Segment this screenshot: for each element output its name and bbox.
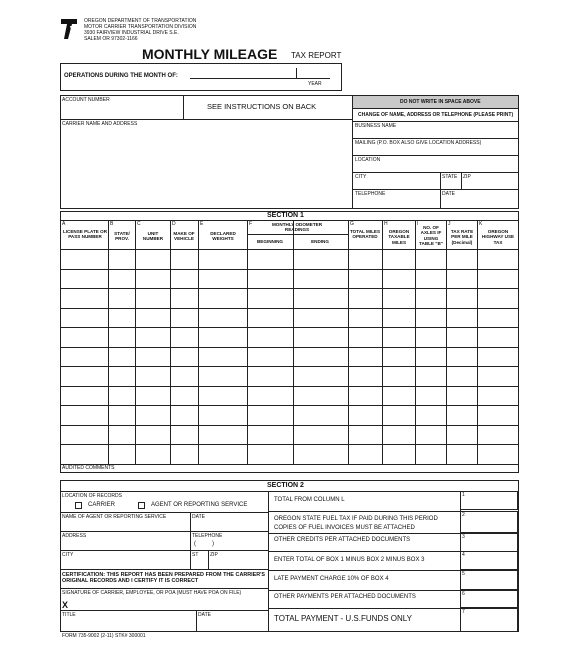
table-cell[interactable] [136,426,169,444]
table-cell[interactable] [199,309,246,327]
col-header-state: STATE/ PROV. [114,231,130,242]
table-cell[interactable] [416,387,445,405]
signature-label: SIGNATURE OF CARRIER, EMPLOYEE, OR POA (MUST HAVE POA ON FILE) [62,590,242,596]
table-cell[interactable] [447,367,476,385]
table-cell[interactable] [478,426,518,444]
table-cell[interactable] [136,328,169,346]
column-letter: G [350,221,354,227]
table-cell[interactable] [248,445,292,463]
table-cell[interactable] [171,270,197,288]
table-cell[interactable] [171,250,197,268]
col-header-weights: DECLARED WEIGHTS [210,231,236,242]
date-label: DATE [442,191,455,197]
agent-name-label: NAME OF AGENT OR REPORTING SERVICE [62,514,167,520]
table-cell[interactable] [416,309,445,327]
table-cell[interactable] [294,289,347,307]
agent-telephone-label: TELEPHONE [192,533,223,539]
table-cell[interactable] [349,387,381,405]
table-cell[interactable] [349,367,381,385]
table-cell[interactable] [478,270,518,288]
carrier-name-label: CARRIER NAME AND ADDRESS [62,121,138,127]
table-cell[interactable] [294,328,347,346]
table-cell[interactable] [109,445,134,463]
table-cell[interactable] [294,387,347,405]
business-name-input[interactable] [354,129,517,137]
total-box-6[interactable] [460,590,518,608]
total-row-7: TOTAL PAYMENT - U.S.FUNDS ONLY [274,614,412,623]
odometer-ending: ENDING [311,239,329,244]
table-cell[interactable] [109,328,134,346]
total-row-3: OTHER CREDITS PER ATTACHED DOCUMENTS [274,537,411,543]
title-label: TITLE [62,612,76,618]
table-cell[interactable] [248,367,292,385]
table-cell[interactable] [416,367,445,385]
col-header-odometer: MONTHLY ODOMETER READINGS [271,222,323,233]
table-cell[interactable] [199,348,246,366]
column-letter: H [384,221,388,227]
agent-date-label: DATE [192,514,205,520]
box-number-3: 3 [462,534,465,540]
table-cell[interactable] [248,270,292,288]
signature-input[interactable] [72,598,266,608]
section1-title: SECTION 1 [267,212,304,219]
table-cell[interactable] [199,328,246,346]
table-cell[interactable] [416,426,445,444]
table-cell[interactable] [199,289,246,307]
signature-mark: X [62,600,69,610]
table-cell[interactable] [61,426,107,444]
change-label: CHANGE OF NAME, ADDRESS OR TELEPHONE (PLEASE PRINT) [358,112,514,118]
total-box-7[interactable] [460,608,518,632]
col-header-make: MAKE OF VEHICLE [173,231,195,242]
table-cell[interactable] [109,270,134,288]
table-cell[interactable] [199,387,246,405]
table-cell[interactable] [109,289,134,307]
total-row-1: TOTAL FROM COLUMN L [274,497,345,503]
mailing-input[interactable] [354,146,517,154]
table-cell[interactable] [383,270,414,288]
table-cell[interactable] [349,250,381,268]
col-header-total-miles: TOTAL MILES OPERATED [349,229,381,240]
agent-checkbox[interactable] [138,502,145,509]
account-number-label: ACCOUNT NUMBER [62,97,110,103]
table-cell[interactable] [136,406,169,424]
table-cell[interactable] [294,270,347,288]
table-cell[interactable] [294,367,347,385]
zip-label: ZIP [463,174,471,180]
col-header-unit: UNIT NUMBER [142,231,164,242]
column-letter: B [110,221,114,227]
table-cell[interactable] [136,289,169,307]
table-cell[interactable] [349,406,381,424]
table-cell[interactable] [383,250,414,268]
carrier-checkbox[interactable] [75,502,82,509]
table-cell[interactable] [349,328,381,346]
col-header-license: LICENSE PLATE OR PASS NUMBER [62,229,108,240]
operations-label: OPERATIONS DURING THE MONTH OF: [64,73,178,79]
table-cell[interactable] [171,348,197,366]
table-cell[interactable] [171,328,197,346]
agency-line-4: SALEM OR 97302-1166 [84,36,138,42]
table-cell[interactable] [416,270,445,288]
table-cell[interactable] [199,406,246,424]
table-cell[interactable] [383,367,414,385]
agency-line-1: OREGON DEPARTMENT OF TRANSPORTATION [84,18,197,24]
table-cell[interactable] [447,406,476,424]
account-number-input[interactable] [62,103,181,117]
table-cell[interactable] [416,328,445,346]
table-cell[interactable] [61,328,107,346]
table-cell[interactable] [383,406,414,424]
page-title: MONTHLY MILEAGE [142,46,278,62]
certification-text: CERTIFICATION: THIS REPORT HAS BEEN PREPARED FROM THE CARRIER'S ORIGINAL RECORDS AND I CERTIFY IT IS CORRECT [62,572,265,585]
table-cell[interactable] [416,348,445,366]
table-cell[interactable] [61,406,107,424]
odometer-divider [247,234,348,235]
form-number: FORM 735-9002 (2-11) STK# 300001 [62,633,146,639]
table-cell[interactable] [478,348,518,366]
agent-option-label: AGENT OR REPORTING SERVICE [151,502,248,508]
carrier-option-label: CARRIER [88,502,116,508]
total-box-1[interactable] [460,491,518,510]
table-cell[interactable] [383,348,414,366]
table-cell[interactable] [136,309,169,327]
total-row-4: ENTER TOTAL OF BOX 1 MINUS BOX 2 MINUS BOX 3 [274,557,425,563]
table-cell[interactable] [171,367,197,385]
table-cell[interactable] [61,445,107,463]
column-letter: A [62,221,66,227]
table-cell[interactable] [136,445,169,463]
table-cell[interactable] [294,445,347,463]
box-number-6: 6 [462,591,465,597]
column-letter: C [137,221,141,227]
table-cell[interactable] [109,387,134,405]
table-cell[interactable] [199,270,246,288]
table-cell[interactable] [294,250,347,268]
box-number-1: 1 [462,492,465,498]
table-cell[interactable] [383,426,414,444]
area-code-paren-open: ( [194,541,196,547]
month-input[interactable] [190,68,294,78]
column-letter: D [172,221,176,227]
column-letter: F [249,221,253,227]
agency-line-3: 3930 FAIRVIEW INDUSTRIAL DRIVE S.E. [84,30,179,36]
table-cell[interactable] [61,289,107,307]
table-cell[interactable] [109,426,134,444]
table-cell[interactable] [136,367,169,385]
table-cell[interactable] [199,367,246,385]
table-cell[interactable] [294,426,347,444]
total-row-5: LATE PAYMENT CHARGE 10% OF BOX 4 [274,576,389,582]
table-cell[interactable] [248,387,292,405]
table-cell[interactable] [248,426,292,444]
table-cell[interactable] [109,309,134,327]
agent-city-label: CITY [62,552,74,558]
odometer-beginning: BEGINNING [256,239,284,244]
table-cell[interactable] [416,289,445,307]
table-cell[interactable] [478,445,518,463]
table-cell[interactable] [61,270,107,288]
table-cell[interactable] [61,367,107,385]
column-letter: E [200,221,204,227]
table-cell[interactable] [447,250,476,268]
audited-comments-label: AUDITED COMMENTS [62,465,115,471]
column-letter: K [479,221,483,227]
table-cell[interactable] [478,309,518,327]
table-cell[interactable] [171,387,197,405]
table-cell[interactable] [447,289,476,307]
table-cell[interactable] [478,289,518,307]
table-cell[interactable] [383,309,414,327]
table-cell[interactable] [478,250,518,268]
table-cell[interactable] [61,250,107,268]
table-cell[interactable] [199,426,246,444]
carrier-name-input[interactable] [62,128,350,206]
table-cell[interactable] [447,270,476,288]
table-cell[interactable] [478,367,518,385]
table-cell[interactable] [171,445,197,463]
table-cell[interactable] [199,445,246,463]
table-cell[interactable] [294,406,347,424]
table-cell[interactable] [478,406,518,424]
table-cell[interactable] [109,406,134,424]
table-cell[interactable] [136,348,169,366]
see-instructions: SEE INSTRUCTIONS ON BACK [207,102,317,111]
agent-zip-label: ZIP [210,552,218,558]
table-cell[interactable] [109,348,134,366]
table-cell[interactable] [416,445,445,463]
table-cell[interactable] [61,309,107,327]
col-header-tax-rate: TAX RATE PER MILE (Decimal) [450,229,474,245]
table-cell[interactable] [349,348,381,366]
table-cell[interactable] [447,445,476,463]
box-number-7: 7 [462,609,465,615]
table-cell[interactable] [248,328,292,346]
table-cell[interactable] [248,309,292,327]
total-row-6: OTHER PAYMENTS PER ATTACHED DOCUMENTS [274,594,416,600]
box-number-2: 2 [462,512,465,518]
column-letter: I [417,221,419,227]
table-cell[interactable] [248,406,292,424]
section2-title: SECTION 2 [267,482,304,489]
table-cell[interactable] [383,445,414,463]
address-label: ADDRESS [62,533,87,539]
table-cell[interactable] [383,328,414,346]
total-row-2: OREGON STATE FUEL TAX IF PAID DURING THIS PERIOD COPIES OF FUEL INVOICES MUST BE ATTACHED [274,516,438,531]
table-cell[interactable] [383,387,414,405]
table-cell[interactable] [349,309,381,327]
table-cell[interactable] [109,367,134,385]
table-cell[interactable] [294,348,347,366]
mailing-label: MAILING (P.O. BOX ALSO GIVE LOCATION ADDRESS) [355,140,482,146]
table-cell[interactable] [248,289,292,307]
table-cell[interactable] [109,250,134,268]
agent-st-label: ST [192,552,199,558]
box-number-4: 4 [462,552,465,558]
table-cell[interactable] [248,250,292,268]
col-header-taxable-miles: OREGON TAXABLE MILES [388,229,410,245]
table-cell[interactable] [136,250,169,268]
table-cell[interactable] [447,426,476,444]
area-code-paren-close: ) [212,541,214,547]
table-cell[interactable] [416,250,445,268]
table-cell[interactable] [447,387,476,405]
location-records-label: LOCATION OF RECORDS [62,493,122,499]
table-cell[interactable] [349,289,381,307]
table-cell[interactable] [171,426,197,444]
table-cell[interactable] [416,406,445,424]
table-cell[interactable] [447,309,476,327]
location-input[interactable] [354,163,517,171]
table-cell[interactable] [171,309,197,327]
table-cell[interactable] [61,387,107,405]
total-box-4[interactable] [460,551,518,570]
table-cell[interactable] [248,348,292,366]
do-not-write-text: DO NOT WRITE IN SPACE ABOVE [400,99,481,105]
table-cell[interactable] [383,289,414,307]
state-label: STATE [442,174,458,180]
table-cell[interactable] [447,328,476,346]
odot-logo [60,18,78,40]
table-cell[interactable] [349,270,381,288]
table-cell[interactable] [136,270,169,288]
table-cell[interactable] [136,387,169,405]
year-input[interactable] [298,68,330,78]
table-cell[interactable] [478,328,518,346]
table-cell[interactable] [171,289,197,307]
location-label: LOCATION [355,157,381,163]
box-number-5: 5 [462,571,465,577]
city-label: CITY [355,174,367,180]
table-cell[interactable] [349,445,381,463]
table-cell[interactable] [199,250,246,268]
signature-date-label: DATE [198,612,211,618]
table-cell[interactable] [61,348,107,366]
agency-line-2: MOTOR CARRIER TRANSPORTATION DIVISION [84,24,197,30]
business-name-label: BUSINESS NAME [355,123,397,129]
table-cell[interactable] [478,387,518,405]
col-header-highway-tax: OREGON HIGHWAY USE TAX [481,229,515,245]
table-cell[interactable] [447,348,476,366]
table-cell[interactable] [171,406,197,424]
total-box-2[interactable] [460,511,518,533]
table-cell[interactable] [294,309,347,327]
year-label: YEAR [308,81,322,87]
col-header-axles: NO. OF AXLES IF USING TABLE "B" [419,225,443,247]
telephone-label: TELEPHONE [355,191,386,197]
column-letter: J [448,221,451,227]
table-cell[interactable] [349,426,381,444]
total-box-5[interactable] [460,570,518,590]
page-subtitle: TAX REPORT [291,51,342,60]
total-box-3[interactable] [460,533,518,552]
